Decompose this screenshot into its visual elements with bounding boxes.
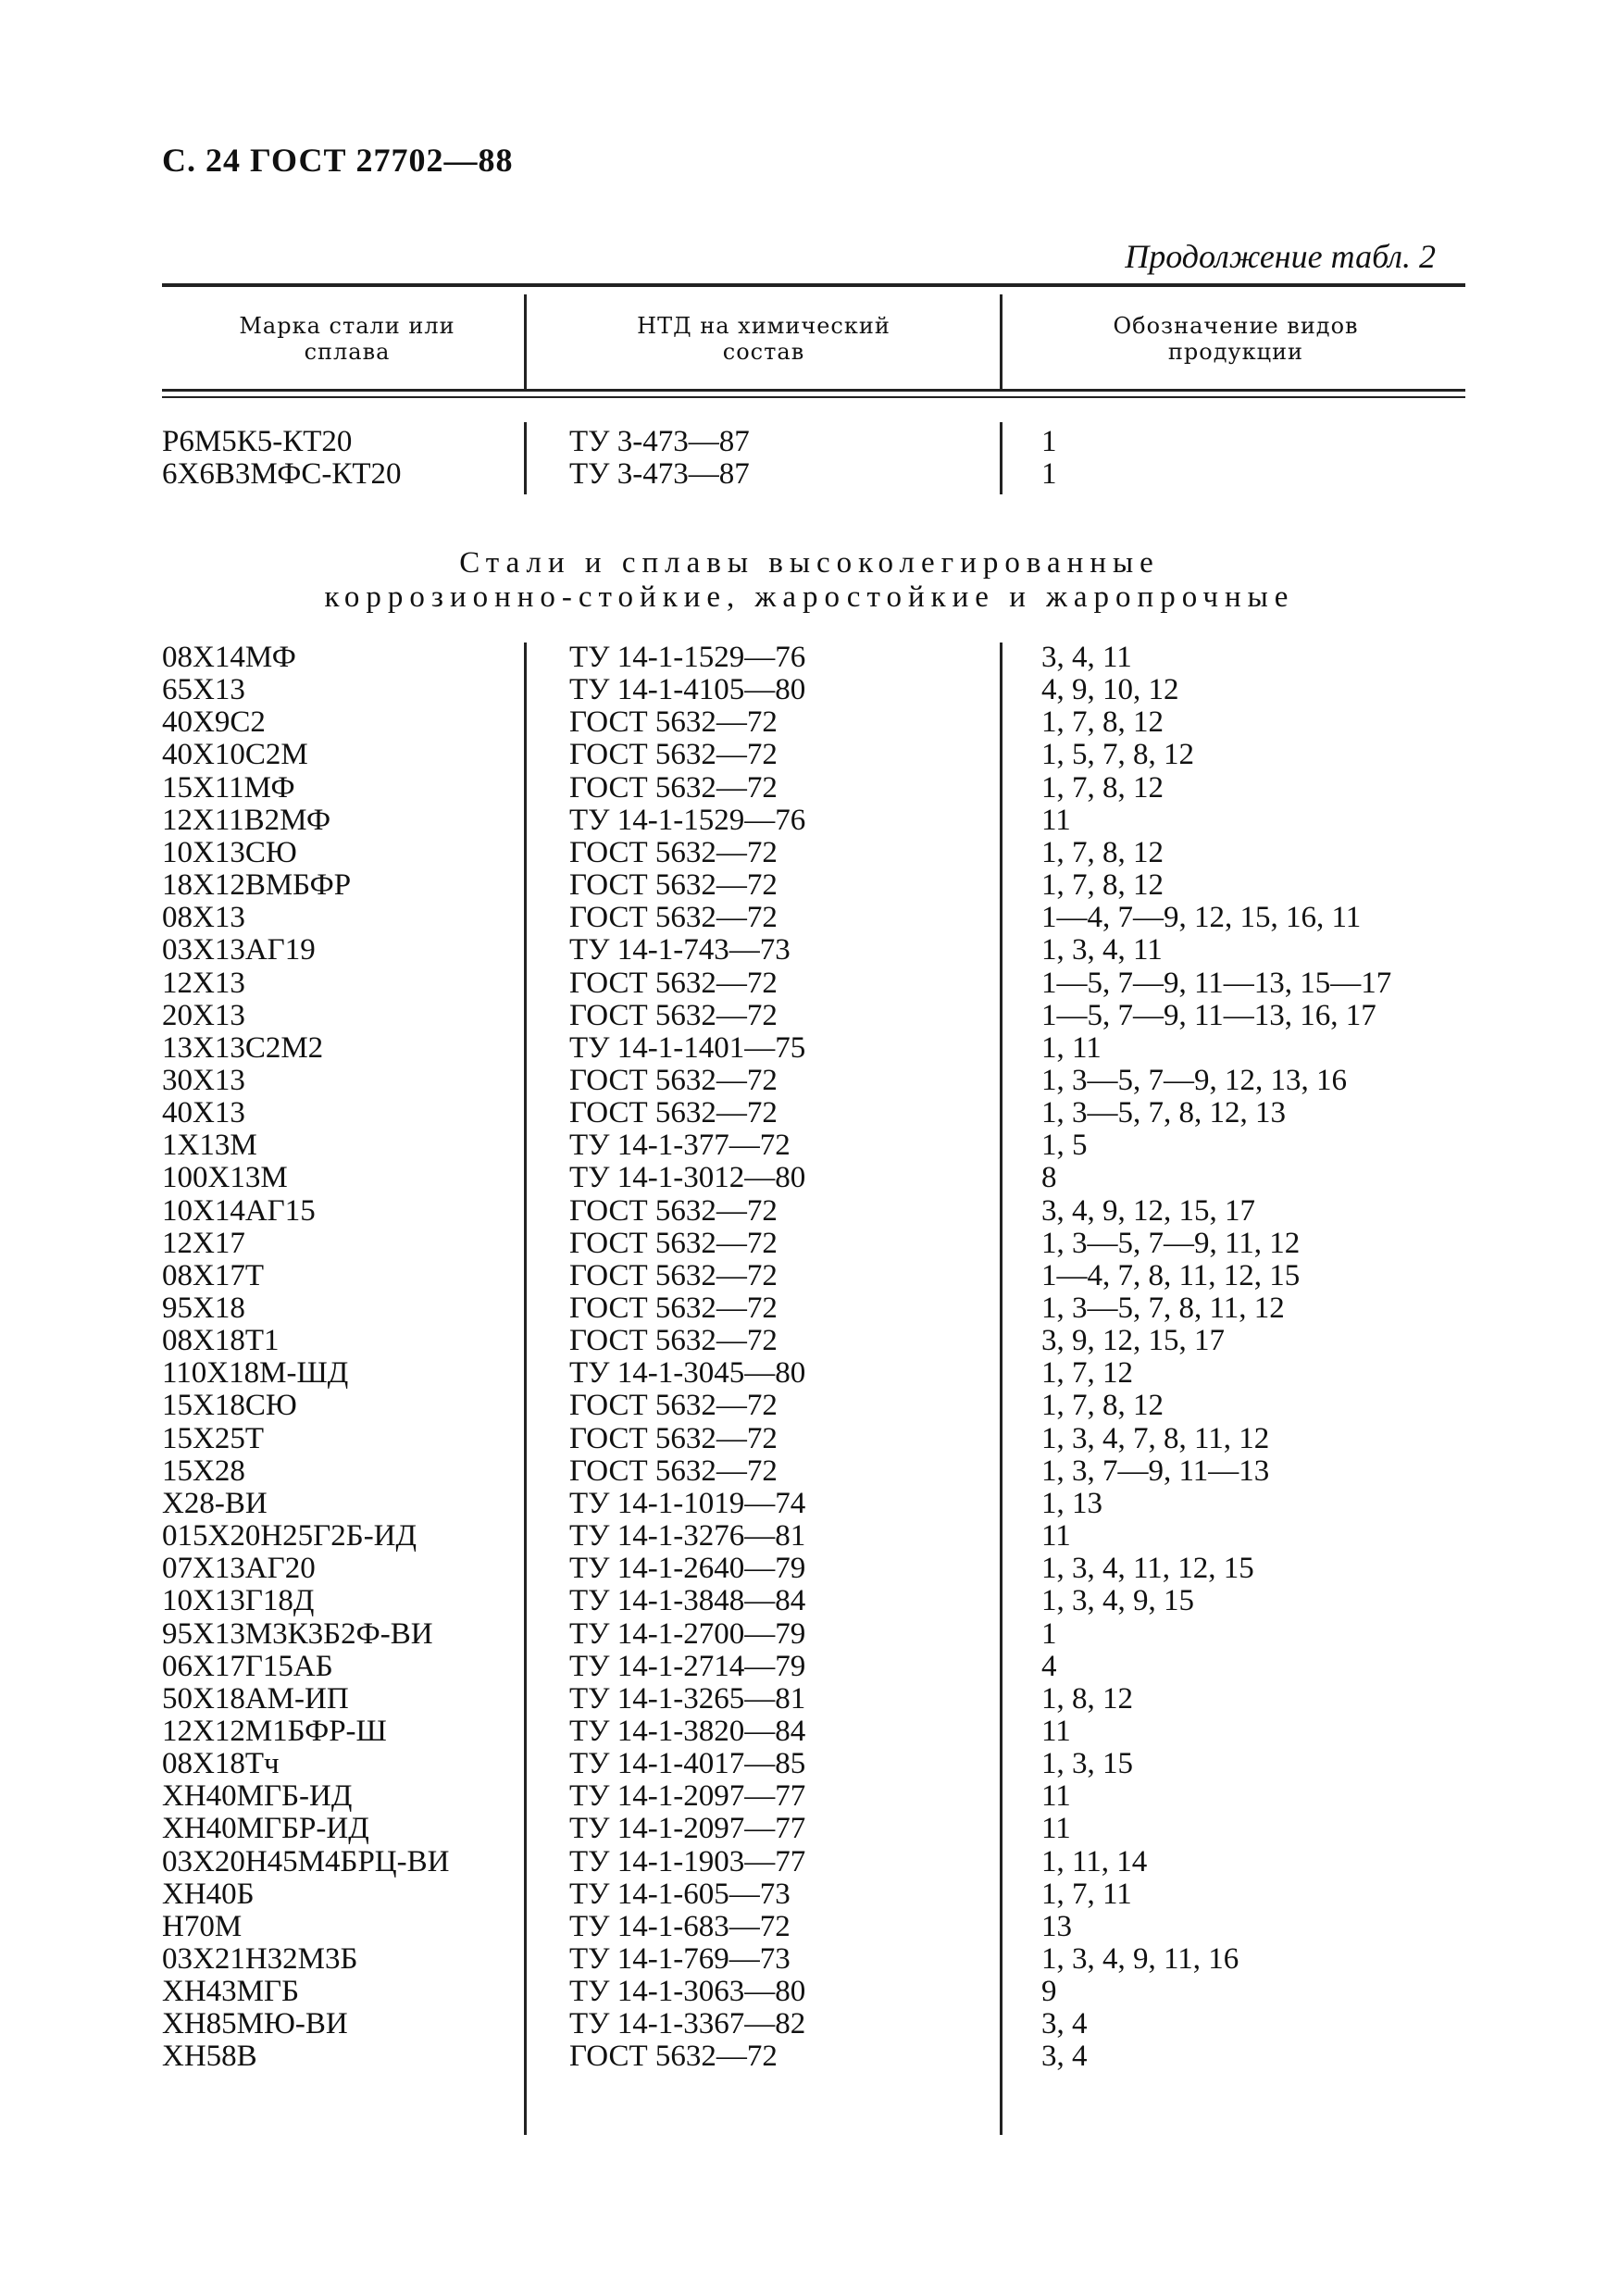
product-types-cell: 1, 7, 8, 12 <box>1041 868 1164 903</box>
continuation-label: Продолжение табл. 2 <box>1125 238 1436 275</box>
product-types-cell: 1, 3—5, 7—9, 12, 13, 16 <box>1041 1063 1347 1097</box>
steel-grade-cell: 07Х13АГ20 <box>162 1552 316 1586</box>
steel-grade-cell: 03Х13АГ19 <box>162 933 316 967</box>
product-types-cell: 11 <box>1041 1812 1071 1846</box>
product-types-cell: 1, 7, 11 <box>1041 1877 1132 1911</box>
ntd-cell: ГОСТ 5632—72 <box>569 1389 778 1423</box>
product-types-cell: 1—4, 7, 8, 11, 12, 15 <box>1041 1258 1301 1292</box>
steel-grade-cell: 03Х21Н32М3Б <box>162 1942 358 1976</box>
steel-grade-cell: ХН40МГБ-ИД <box>162 1779 353 1814</box>
column-divider-1-header <box>524 294 527 389</box>
column-divider-1-top <box>524 422 527 494</box>
product-types-cell: 13 <box>1041 1909 1072 1943</box>
product-types-cell: 8 <box>1041 1161 1057 1195</box>
product-types-cell: 1, 3, 7—9, 11—13 <box>1041 1454 1270 1488</box>
product-types-cell: 1 <box>1041 1616 1057 1651</box>
steel-grade-cell: 95Х18 <box>162 1292 245 1325</box>
product-types-cell: 1, 3—5, 7, 8, 11, 12 <box>1041 1292 1285 1325</box>
column-header-ntd <box>528 313 1000 365</box>
column-header-ntd-line2: состав <box>722 339 805 365</box>
ntd-cell: ГОСТ 5632—72 <box>569 1324 778 1358</box>
steel-grade-cell: 10Х13СЮ <box>162 835 297 869</box>
product-types-cell: 1, 7, 12 <box>1041 1356 1133 1391</box>
steel-grade-cell: ХН58В <box>162 2040 257 2074</box>
ntd-cell: ТУ 14-1-3265—81 <box>569 1681 806 1716</box>
steel-grade-cell: 08Х17Т <box>162 1258 264 1292</box>
page-header: С. 24 ГОСТ 27702—88 <box>162 142 514 179</box>
ntd-cell: ТУ 14-1-4017—85 <box>569 1747 806 1781</box>
ntd-cell: ТУ 3-473—87 <box>569 425 750 458</box>
header-rule-thin <box>162 396 1465 398</box>
steel-grade-cell: 40Х13 <box>162 1096 245 1130</box>
product-types-cell: 1, 5 <box>1041 1129 1088 1163</box>
steel-grade-cell: 15Х11МФ <box>162 770 295 805</box>
steel-grade-cell: 15Х28 <box>162 1454 245 1488</box>
product-types-cell: 1—5, 7—9, 11—13, 16, 17 <box>1041 998 1376 1032</box>
ntd-cell: ТУ 14-1-3820—84 <box>569 1714 806 1748</box>
steel-grade-cell: 08Х14МФ <box>162 641 296 674</box>
steel-grade-cell: Р6М5К5-КТ20 <box>162 425 353 458</box>
steel-grade-cell: 15Х25Т <box>162 1421 264 1455</box>
steel-grade-cell: 40Х10С2М <box>162 738 308 772</box>
product-types-cell: 1, 3—5, 7—9, 11, 12 <box>1041 1226 1301 1260</box>
product-types-cell: 1, 8, 12 <box>1041 1681 1133 1716</box>
steel-grade-cell: 08Х18Тч <box>162 1747 280 1781</box>
steel-grade-cell: 10Х14АГ15 <box>162 1193 316 1228</box>
steel-grade-cell: ХН40Б <box>162 1877 255 1911</box>
steel-grade-cell: Н70М <box>162 1909 243 1943</box>
column-header-grade-line1: Марка стали или <box>239 313 455 339</box>
table-top-rule <box>162 283 1465 287</box>
steel-grade-cell: ХН85МЮ-ВИ <box>162 2007 348 2041</box>
product-types-cell: 1, 7, 8, 12 <box>1041 770 1164 805</box>
steel-grade-cell: 10Х13Г18Д <box>162 1584 315 1618</box>
ntd-cell: ТУ 14-1-3276—81 <box>569 1519 806 1554</box>
ntd-cell: ГОСТ 5632—72 <box>569 1063 778 1097</box>
steel-grade-cell: 15Х18СЮ <box>162 1389 297 1423</box>
ntd-cell: ГОСТ 5632—72 <box>569 998 778 1032</box>
ntd-cell: ГОСТ 5632—72 <box>569 835 778 869</box>
product-types-cell: 1, 5, 7, 8, 12 <box>1041 738 1194 772</box>
product-types-cell: 11 <box>1041 1519 1071 1554</box>
steel-grade-cell: 08Х13 <box>162 901 245 935</box>
ntd-cell: ТУ 14-1-1529—76 <box>569 803 806 837</box>
ntd-cell: ТУ 14-1-1529—76 <box>569 641 806 674</box>
steel-grade-cell: 12Х11В2МФ <box>162 803 331 837</box>
ntd-cell: ТУ 14-1-4105—80 <box>569 673 806 707</box>
product-types-cell: 1, 11 <box>1041 1030 1102 1065</box>
ntd-cell: ГОСТ 5632—72 <box>569 1226 778 1260</box>
ntd-cell: ГОСТ 5632—72 <box>569 1292 778 1325</box>
steel-grade-cell: 95Х13М3К3Б2Ф-ВИ <box>162 1616 433 1651</box>
ntd-cell: ТУ 14-1-377—72 <box>569 1129 791 1163</box>
ntd-cell: ТУ 14-1-3848—84 <box>569 1584 806 1618</box>
ntd-cell: ТУ 14-1-1019—74 <box>569 1486 806 1520</box>
column-header-ntd-line1: НТД на химический <box>637 313 890 339</box>
steel-grade-cell: 08Х18Т1 <box>162 1324 280 1358</box>
steel-grade-cell: 12Х13 <box>162 966 245 1000</box>
steel-grade-cell: 100Х13М <box>162 1161 288 1195</box>
product-types-cell: 4 <box>1041 1649 1057 1683</box>
ntd-cell: ГОСТ 5632—72 <box>569 1454 778 1488</box>
column-header-products-line2: продукции <box>1167 339 1304 365</box>
product-types-cell: 1 <box>1041 425 1057 458</box>
product-types-cell: 1, 3, 4, 9, 15 <box>1041 1584 1194 1618</box>
column-divider-2-top <box>1000 422 1003 494</box>
product-types-cell: 1—5, 7—9, 11—13, 15—17 <box>1041 966 1392 1000</box>
header-rule-thick <box>162 389 1465 392</box>
column-header-grade <box>171 313 523 365</box>
steel-grade-cell: 06Х17Г15АБ <box>162 1649 333 1683</box>
product-types-cell: 1, 3, 4, 9, 11, 16 <box>1041 1942 1239 1976</box>
steel-grade-cell: 1Х13М <box>162 1129 257 1163</box>
ntd-cell: ТУ 14-1-743—73 <box>569 933 791 967</box>
product-types-cell: 11 <box>1041 803 1071 837</box>
steel-grade-cell: 015Х20Н25Г2Б-ИД <box>162 1519 417 1554</box>
product-types-cell: 1, 3, 4, 11 <box>1041 933 1163 967</box>
ntd-cell: ТУ 14-1-605—73 <box>569 1877 791 1911</box>
column-divider-2-header <box>1000 294 1003 389</box>
steel-grade-cell: 03Х20Н45М4БРЦ-ВИ <box>162 1844 450 1878</box>
product-types-cell: 1, 3, 4, 11, 12, 15 <box>1041 1552 1254 1586</box>
steel-grade-cell: Х28-ВИ <box>162 1486 268 1520</box>
product-types-cell: 3, 4, 9, 12, 15, 17 <box>1041 1193 1255 1228</box>
ntd-cell: ТУ 14-1-2714—79 <box>569 1649 806 1683</box>
product-types-cell: 1, 7, 8, 12 <box>1041 1389 1164 1423</box>
product-types-cell: 1—4, 7—9, 12, 15, 16, 11 <box>1041 901 1362 935</box>
ntd-cell: ГОСТ 5632—72 <box>569 901 778 935</box>
ntd-cell: ТУ 14-1-1903—77 <box>569 1844 806 1878</box>
product-types-cell: 4, 9, 10, 12 <box>1041 673 1179 707</box>
ntd-cell: ГОСТ 5632—72 <box>569 966 778 1000</box>
ntd-cell: ГОСТ 5632—72 <box>569 868 778 903</box>
steel-grade-cell: 40Х9С2 <box>162 705 266 740</box>
section-title-line1: Стали и сплавы высоколегированные <box>459 546 1160 580</box>
ntd-cell: ГОСТ 5632—72 <box>569 1193 778 1228</box>
product-types-cell: 3, 4 <box>1041 2007 1088 2041</box>
product-types-cell: 1, 3, 4, 7, 8, 11, 12 <box>1041 1421 1270 1455</box>
ntd-cell: ТУ 14-1-1401—75 <box>569 1030 806 1065</box>
ntd-cell: ГОСТ 5632—72 <box>569 1096 778 1130</box>
ntd-cell: ТУ 14-1-683—72 <box>569 1909 791 1943</box>
steel-grade-cell: 20Х13 <box>162 998 245 1032</box>
ntd-cell: ТУ 14-1-769—73 <box>569 1942 791 1976</box>
ntd-cell: ТУ 14-1-2097—77 <box>569 1812 806 1846</box>
steel-grade-cell: 18Х12ВМБФР <box>162 868 352 903</box>
product-types-cell: 3, 4, 11 <box>1041 641 1132 674</box>
steel-grade-cell: 13Х13С2М2 <box>162 1030 324 1065</box>
ntd-cell: ГОСТ 5632—72 <box>569 770 778 805</box>
ntd-cell: ТУ 14-1-2640—79 <box>569 1552 806 1586</box>
column-header-products-line1: Обозначение видов <box>1113 313 1359 339</box>
product-types-cell: 1, 11, 14 <box>1041 1844 1148 1878</box>
product-types-cell: 3, 4 <box>1041 2040 1088 2074</box>
product-types-cell: 1, 13 <box>1041 1486 1102 1520</box>
ntd-cell: ТУ 14-1-3367—82 <box>569 2007 806 2041</box>
steel-grade-cell: 50Х18АМ-ИП <box>162 1681 349 1716</box>
ntd-cell: ТУ 3-473—87 <box>569 457 750 491</box>
column-header-products <box>1004 313 1467 365</box>
steel-grade-cell: ХН40МГБР-ИД <box>162 1812 369 1846</box>
product-types-cell: 3, 9, 12, 15, 17 <box>1041 1324 1225 1358</box>
column-header-grade-line2: сплава <box>304 339 391 365</box>
product-types-cell: 1, 3—5, 7, 8, 12, 13 <box>1041 1096 1286 1130</box>
product-types-cell: 1, 7, 8, 12 <box>1041 835 1164 869</box>
ntd-cell: ТУ 14-1-3045—80 <box>569 1356 806 1391</box>
ntd-cell: ТУ 14-1-3063—80 <box>569 1975 806 2009</box>
ntd-cell: ГОСТ 5632—72 <box>569 1258 778 1292</box>
ntd-cell: ГОСТ 5632—72 <box>569 1421 778 1455</box>
product-types-cell: 1, 3, 15 <box>1041 1747 1133 1781</box>
steel-grade-cell: 65Х13 <box>162 673 245 707</box>
steel-grade-cell: 6Х6В3МФС-КТ20 <box>162 457 402 491</box>
product-types-cell: 1 <box>1041 457 1057 491</box>
steel-grade-cell: 30Х13 <box>162 1063 245 1097</box>
product-types-cell: 1, 7, 8, 12 <box>1041 705 1164 740</box>
section-title-line2: коррозионно-стойкие, жаростойкие и жаропрочные <box>324 580 1295 614</box>
product-types-cell: 11 <box>1041 1779 1071 1814</box>
ntd-cell: ГОСТ 5632—72 <box>569 2040 778 2074</box>
product-types-cell: 9 <box>1041 1975 1057 2009</box>
steel-grade-cell: 110Х18М-ШД <box>162 1356 349 1391</box>
steel-grade-cell: 12Х12М1БФР-Ш <box>162 1714 387 1748</box>
ntd-cell: ГОСТ 5632—72 <box>569 738 778 772</box>
ntd-cell: ТУ 14-1-2097—77 <box>569 1779 806 1814</box>
ntd-cell: ТУ 14-1-3012—80 <box>569 1161 806 1195</box>
column-divider-2-main <box>1000 643 1003 2135</box>
column-divider-1-main <box>524 643 527 2135</box>
ntd-cell: ТУ 14-1-2700—79 <box>569 1616 806 1651</box>
steel-grade-cell: ХН43МГБ <box>162 1975 300 2009</box>
ntd-cell: ГОСТ 5632—72 <box>569 705 778 740</box>
product-types-cell: 11 <box>1041 1714 1071 1748</box>
steel-grade-cell: 12Х17 <box>162 1226 245 1260</box>
